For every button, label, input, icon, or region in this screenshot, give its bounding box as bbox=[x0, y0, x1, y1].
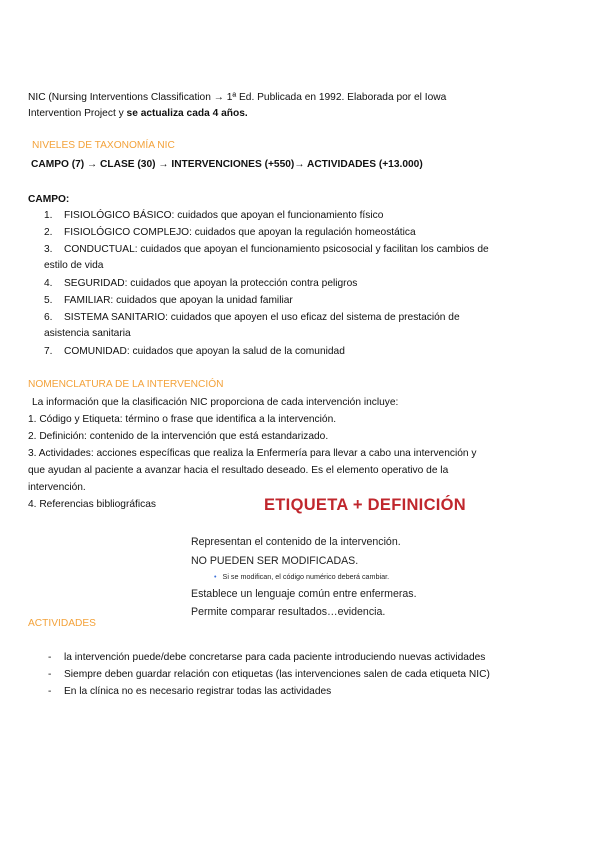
campo-item-1-num: 1. bbox=[44, 210, 53, 221]
actividades-item-1-text: la intervención puede/debe concretarse para cada paciente introduciendo nuevas actividades bbox=[64, 652, 486, 663]
nomenclatura-p1: 1. Código y Etiqueta: término o frase que identifica a la intervención. bbox=[28, 414, 337, 425]
campo-item-5-num: 5. bbox=[44, 295, 53, 306]
intro-line-2 bbox=[28, 107, 248, 121]
campo-item-2-num: 2. bbox=[44, 227, 53, 238]
nomenclatura-intro: La información que la clasificación NIC proporciona de cada intervención incluye: bbox=[32, 397, 399, 408]
dash-icon: - bbox=[48, 669, 52, 680]
actividades-item-3-text: En la clínica no es necesario registrar todas las actividades bbox=[64, 686, 332, 697]
campo-item-6-text: SISTEMA SANITARIO: cuidados que apoyen el uso eficaz del sistema de prestación de bbox=[64, 312, 460, 323]
campo-item-6 bbox=[44, 311, 460, 325]
intro-line-2-normal: Intervention Project y bbox=[28, 108, 127, 119]
intro-line-2-bold: se actualiza cada 4 años. bbox=[126, 108, 248, 119]
nomenclatura-p3b: que ayudan al paciente a avanzar hacia el resultado deseado. Es el elemento operativo de la bbox=[28, 465, 449, 476]
campo-item-2-text: FISIOLÓGICO COMPLEJO: cuidados que apoyan la regulación homeostática bbox=[64, 227, 416, 238]
figure-subbullet bbox=[214, 572, 389, 581]
campo-item-3-num: 3. bbox=[44, 244, 53, 255]
campo-item-3-cont: estilo de vida bbox=[44, 260, 104, 271]
campo-item-3-text: CONDUCTUAL: cuidados que apoyan el funcionamiento psicosocial y facilitan los cambios de bbox=[64, 244, 489, 255]
niveles-line: CAMPO (7) → CLASE (30) → INTERVENCIONES (+550)→ ACTIVIDADES (+13.000) bbox=[31, 159, 423, 170]
actividades-item-2-text: Siempre deben guardar relación con etiquetas (las intervenciones salen de cada etiqueta NIC) bbox=[64, 669, 490, 680]
campo-item-7-num: 7. bbox=[44, 346, 53, 357]
campo-item-2 bbox=[44, 226, 416, 240]
nomenclatura-p2: 2. Definición: contenido de la intervención que está estandarizado. bbox=[28, 431, 329, 442]
nomenclatura-p4: 4. Referencias bibliográficas bbox=[28, 499, 156, 510]
actividades-item-1 bbox=[48, 651, 485, 665]
campo-item-1-text: FISIOLÓGICO BÁSICO: cuidados que apoyan el funcionamiento físico bbox=[64, 210, 384, 221]
campo-item-1 bbox=[44, 209, 383, 223]
campo-item-3 bbox=[44, 243, 489, 257]
nomenclatura-heading: NOMENCLATURA DE LA INTERVENCIÓN bbox=[28, 379, 224, 390]
actividades-item-3 bbox=[48, 685, 331, 699]
figure-line-4: Establece un lenguaje común entre enfermeras. bbox=[191, 588, 417, 600]
actividades-heading: ACTIVIDADES bbox=[28, 618, 96, 629]
campo-item-5-text: FAMILIAR: cuidados que apoyan la unidad familiar bbox=[64, 295, 293, 306]
intro-line-1: NIC (Nursing Interventions Classification → 1ª Ed. Publicada en 1992. Elaborada por el Iowa bbox=[28, 92, 447, 103]
figure-line-2: NO PUEDEN SER MODIFICADAS. bbox=[191, 555, 359, 567]
figure-title: ETIQUETA + DEFINICIÓN bbox=[264, 496, 467, 514]
dash-icon: - bbox=[48, 686, 52, 697]
campo-item-7-text: COMUNIDAD: cuidados que apoyan la salud de la comunidad bbox=[64, 346, 345, 357]
campo-item-4-num: 4. bbox=[44, 278, 53, 289]
niveles-heading: NIVELES DE TAXONOMÍA NIC bbox=[32, 140, 175, 151]
figure-line-1: Representan el contenido de la intervención. bbox=[191, 536, 401, 548]
figure-line-5: Permite comparar resultados…evidencia. bbox=[191, 606, 386, 618]
campo-item-6-cont: asistencia sanitaria bbox=[44, 328, 131, 339]
figure-line-3: Si se modifican, el código numérico deberá cambiar. bbox=[222, 572, 390, 581]
campo-heading: CAMPO: bbox=[28, 194, 70, 205]
campo-item-7 bbox=[44, 345, 345, 359]
campo-item-4-text: SEGURIDAD: cuidados que apoyan la protección contra peligros bbox=[64, 278, 358, 289]
nomenclatura-p3a: 3. Actividades: acciones específicas que realiza la Enfermería para llevar a cabo una intervención y bbox=[28, 448, 477, 459]
nomenclatura-p3c: intervención. bbox=[28, 482, 86, 493]
campo-item-4 bbox=[44, 277, 357, 291]
bullet-icon: • bbox=[214, 572, 217, 581]
actividades-item-2 bbox=[48, 668, 490, 682]
dash-icon: - bbox=[48, 652, 52, 663]
campo-item-6-num: 6. bbox=[44, 312, 53, 323]
campo-item-5 bbox=[44, 294, 293, 308]
